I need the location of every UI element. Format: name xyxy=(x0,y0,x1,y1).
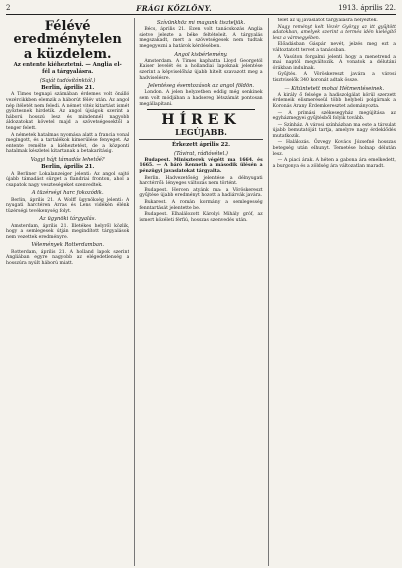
article-paragraph: London. A jelen helyzetben eddig még senkinek sem volt módjában a hadsereg létszámát pontosan megállapítani. xyxy=(139,90,263,107)
section-heading: A tüzérségi harc fokozódik. xyxy=(31,190,104,197)
section-heading: Jelentéseg ésemtozások az angol földön. xyxy=(147,83,255,90)
main-headline-line-1: Félévé eredménytelen xyxy=(13,19,122,47)
news-item: Budapest. Elhalálozott Károlyi Mihály gróf, az ismert közéleti férfiú, hosszas szenvedés után. xyxy=(139,212,263,223)
section-heading: Vagyi hájt támadás lehetőé? xyxy=(30,156,105,163)
article-paragraph: Bécs, április 21. Ezen volt tanácskozás Anglia sietve jelezte a béke feltételeit. A tárgyalás megszakadt, mert a szövetségesek nem tudtak megegyezni a határok kérdésében. xyxy=(139,27,263,49)
masthead xyxy=(6,4,396,15)
main-headline-line-2: a küzdelem. xyxy=(23,47,112,62)
article-paragraph: Rotterdam, április 21. A holland lapok szerint Angliában egyre nagyobb az elégedetlenség a hosszúra nyúlt háború miatt. xyxy=(6,249,130,266)
news-item: — A piaci árak. A héten a gabona ára emelkedett, a burgonya és a zöldség ára változatlan maradt. xyxy=(272,158,396,169)
columns xyxy=(6,18,396,566)
news-item: Budapest. Miniszterek végétt ma 1664. és 1665. — A báró Kenneth a második ülésén a pénzügyi javaslatokat tárgyalta. xyxy=(139,157,263,174)
section-heading: — Kitüntetett mohai Hétmentéseinek. xyxy=(284,85,385,92)
section-heading: Vélemények Rotterdamban. xyxy=(31,242,104,249)
news-item: — A prímási székesegyház megújítása az egyházmegyei gyűjtésből folyik tovább. xyxy=(272,110,396,122)
news-item: A király ő felsége a hadiszolgálat körül szerzett érdemeik elismeréseül több helybeli polgárnak a Koronás Arany Érdemkeresztet adományozta. xyxy=(272,92,396,109)
latest-section-title: LEGÚJABB. xyxy=(175,127,227,138)
section-heading: Az ügynöki tárgyalás. xyxy=(39,216,97,223)
news-item: — Színház. A városi színházban ma este a társulat újabb bemutatóját tartja, amelyre nagy érdeklődés mutatkozik. xyxy=(272,122,396,139)
article-paragraph: A Times tegnapi számában érdemes volt önálló vezércikkben elemzik a háborút félév után. Az angol nép ítéletét nem feledi. A német vitéz kitartást ismét győztesnek hirdetik. Az angol újságok szerint a háború hosszú lesz és mindennél nagyobb áldozatokat követel majd a szövetségesektől a tenger felett. xyxy=(6,92,130,131)
article-paragraph: Gyűjtés. A Vöröskereszt javára a városi tisztviselők 340 koronát adtak össze. xyxy=(272,72,396,83)
dateline: Berlin, április 21. xyxy=(41,164,95,171)
article-paragraph: A Vasúton forgalmi jelenti hogy a menetrend a mai naptól megváltozik. A vonatok a délutáni órákban indulnak. xyxy=(272,54,396,71)
section-heading: Angol kisbérlemény. xyxy=(174,51,228,58)
page-number: 2 xyxy=(6,4,11,12)
section-heading: Szívünkhöz mi magunk tiszteljük. xyxy=(156,20,246,26)
received-note: Érkezett április 22. xyxy=(171,142,230,149)
subheadline-2: fél a tárgyalásra. xyxy=(42,69,94,76)
article-paragraph: A Berliner Lokalanzeiger jelenti: Az angol sajtó újabb támadást sürget a flandriai fronton, ahol a csapatok nagy veszteségeket szenvedtek. xyxy=(6,171,130,188)
article-paragraph: telet az új javaslatot tárgyalásra helyezték. xyxy=(277,18,378,23)
source-note: (Távirat, rádióvétel.) xyxy=(174,150,228,157)
news-item: Berlin. Hadvezetőség jelentése a délnyugati harctérről: lényeges változás nem történt. xyxy=(139,175,263,187)
issue-date: 1913. április 22. xyxy=(338,4,396,12)
column-2 xyxy=(134,18,262,566)
divider xyxy=(147,109,254,110)
source-note: (Saját tudósítónktól.) xyxy=(39,77,96,84)
article-paragraph: A németek hatalmas nyomása alatt a francia vonal megingott, és a tartalékok kimerülése fenyeget. Az entente remélte a kiéheztetést, de a központi hatalmak készletei kitartanak a betakarításig. xyxy=(6,132,130,155)
news-section-title: HÍREK xyxy=(161,112,241,129)
news-item: Bukarest. A román kormány a semlegesség fenntartását jelentette be. xyxy=(139,199,263,211)
subheadline-1: Az entente kiéheztetni. — Anglia el- xyxy=(13,62,122,68)
article-paragraph: Nagy reményt kelt Vezér György az itt gyűjtött adatokban, amelyek szerint a termés idén kielégítő lesz a vármegyében. xyxy=(272,24,396,41)
news-item: — Halálozás. Özvegy Kovács Józsefné hosszas betegség után elhunyt. Temetése holnap délután lesz. xyxy=(272,140,396,157)
article-paragraph: Előadásban Gáspár nevét, jelzés meg ezt a változtatott tervet a tanácsban. xyxy=(272,42,396,53)
article-paragraph: Amsterdam, április 21. Illetékes helyről közlik, hogy a semlegesek útján megindított tárgyalások nem vezettek eredményre. xyxy=(6,223,130,240)
column-1 xyxy=(6,18,129,566)
column-3 xyxy=(268,18,396,566)
news-item: Budapest. Hercen atyánk ma: a Vöröskereszt gyűjtése újabb eredményt hozott a hadiárvák javára. xyxy=(139,187,263,199)
dateline: Berlin, április 21. xyxy=(41,85,95,92)
newspaper-title: FRÁGI KÖZLÖNY. xyxy=(136,4,213,13)
article-paragraph: Berlin, április 21. A Wolff ügynökség jelenti: A nyugati harctéren Arras és Lens vidékén élénk tüzérségi tevékenység folyt. xyxy=(6,197,130,214)
article-paragraph: Amsterdam. A Times kaphatta Lloyd Georgetól Kaiser levelét és a hollandiai lapoknak jelentése szerint a képviselőház újabb hitelt szavazott meg a hadviselésre. xyxy=(139,58,263,81)
divider xyxy=(139,139,262,140)
